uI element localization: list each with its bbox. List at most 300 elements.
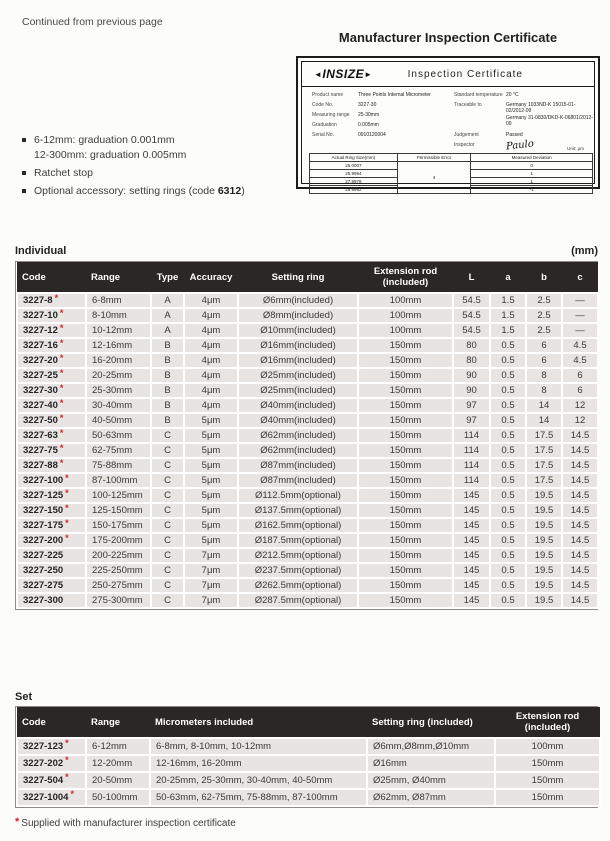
field-code-no: Code No. 3227-30 (312, 102, 377, 108)
l-cell: 145 (453, 518, 490, 533)
table-row (17, 383, 598, 398)
certificate-star: * (59, 413, 64, 423)
b-cell: 6 (526, 353, 562, 368)
micrometers-cell: 50-63mm, 62-75mm, 75-88mm, 87-100mm (150, 789, 367, 806)
certificate-star: * (59, 428, 64, 438)
range-cell: 275-300mm (86, 593, 151, 608)
extension-rod-cell: 150mm (358, 368, 453, 383)
code-cell: 3227-100 * (17, 473, 86, 488)
setting-ring-cell: Ø62mm, Ø87mm (367, 789, 495, 806)
inspector-signature: Paulo (505, 138, 535, 153)
range-cell: 250-275mm (86, 578, 151, 593)
setting-ring-cell: Ø16mm(included) (238, 338, 358, 353)
set-section-label: Set (15, 691, 33, 703)
col-header-code: Code (17, 707, 86, 738)
certificate-star: * (70, 789, 74, 799)
setting-ring-cell: Ø6mm,Ø8mm,Ø10mm (367, 738, 495, 755)
b-cell: 17.5 (526, 458, 562, 473)
table-row (17, 488, 598, 503)
col-header-c: c (562, 262, 598, 293)
accuracy-cell: 4μm (184, 368, 238, 383)
type-cell: B (151, 383, 184, 398)
setting-ring-cell: Ø16mm(included) (238, 353, 358, 368)
l-cell: 145 (453, 533, 490, 548)
l-cell: 80 (453, 338, 490, 353)
bullet-square-icon (22, 171, 26, 175)
inspection-certificate (296, 56, 600, 192)
setting-ring-cell: Ø8mm(included) (238, 308, 358, 323)
c-cell: 4.5 (562, 338, 598, 353)
accuracy-cell: 7μm (184, 578, 238, 593)
b-cell: 8 (526, 383, 562, 398)
type-cell: C (151, 533, 184, 548)
code-cell: 3227-250 (17, 563, 86, 578)
certificate-star: * (65, 755, 69, 765)
code-cell: 3227-20 * (17, 353, 86, 368)
b-cell: 17.5 (526, 428, 562, 443)
certificate-star: * (59, 383, 64, 393)
c-cell: 14.5 (562, 503, 598, 518)
extension-rod-cell: 100mm (495, 738, 600, 755)
col-header-L: L (453, 262, 490, 293)
type-cell: B (151, 353, 184, 368)
code-cell: 3227-150 * (17, 503, 86, 518)
c-cell: 14.5 (562, 428, 598, 443)
certificate-star: * (59, 323, 64, 333)
setting-ring-cell: Ø237.5mm(optional) (238, 563, 358, 578)
b-cell: 2.5 (526, 308, 562, 323)
type-cell: C (151, 503, 184, 518)
extension-rod-cell: 150mm (358, 398, 453, 413)
extension-rod-cell: 150mm (358, 503, 453, 518)
table-row (17, 368, 598, 383)
certificate-inner-frame (301, 61, 595, 192)
setting-ring-cell: Ø87mm(included) (238, 473, 358, 488)
table-row (17, 443, 598, 458)
certificate-measurement-table (309, 153, 593, 194)
insize-logo: ◄INSIZE► (314, 67, 373, 81)
l-cell: 97 (453, 398, 490, 413)
setting-ring-cell: Ø112.5mm(optional) (238, 488, 358, 503)
b-cell: 19.5 (526, 593, 562, 608)
extension-rod-cell: 150mm (358, 548, 453, 563)
accuracy-cell: 4μm (184, 383, 238, 398)
col-header-code: Code (17, 262, 86, 293)
setting-ring-cell: Ø25mm, Ø40mm (367, 772, 495, 789)
type-cell: C (151, 518, 184, 533)
deviation-cell: 0 (471, 162, 593, 170)
col-header-type: Type (151, 262, 184, 293)
setting-ring-cell: Ø40mm(included) (238, 413, 358, 428)
a-cell: 0.5 (490, 503, 526, 518)
extension-rod-cell: 150mm (358, 473, 453, 488)
header-row (17, 262, 598, 293)
a-cell: 0.5 (490, 533, 526, 548)
code-cell: 3227-504 * (17, 772, 86, 789)
extension-rod-cell: 150mm (495, 789, 600, 806)
code-cell: 3227-75 * (17, 443, 86, 458)
range-cell: 150-175mm (86, 518, 151, 533)
type-cell: C (151, 578, 184, 593)
setting-ring-cell: Ø40mm(included) (238, 398, 358, 413)
extension-rod-cell: 150mm (358, 338, 453, 353)
range-cell: 50-63mm (86, 428, 151, 443)
l-cell: 90 (453, 383, 490, 398)
a-cell: 0.5 (490, 473, 526, 488)
certificate-star: * (59, 353, 64, 363)
certificate-star: * (65, 533, 69, 543)
field-inspector: Inspector Paulo (454, 138, 535, 153)
extension-rod-cell: 150mm (358, 458, 453, 473)
certificate-footnote: * Supplied with manufacturer inspection certificate (15, 816, 236, 829)
l-cell: 145 (453, 563, 490, 578)
c-cell: 12 (562, 413, 598, 428)
l-cell: 145 (453, 548, 490, 563)
certificate-star: * (65, 518, 69, 528)
extension-rod-cell: 150mm (495, 772, 600, 789)
b-cell: 19.5 (526, 578, 562, 593)
col-header-extension-rod: Extension rod (included) (495, 707, 600, 738)
col-header-a: a (490, 262, 526, 293)
table-row (17, 578, 598, 593)
certificate-unit-label: Unit: μm (567, 146, 584, 151)
code-cell: 3227-25 * (17, 368, 86, 383)
certificate-star: * (65, 772, 69, 782)
range-cell: 62-75mm (86, 443, 151, 458)
accuracy-cell: 4μm (184, 323, 238, 338)
ring-size-cell: 25.9994 (310, 170, 398, 178)
table-row (17, 473, 598, 488)
feature-list (22, 133, 245, 202)
code-cell: 3227-202 * (17, 755, 86, 772)
extension-rod-cell: 150mm (358, 413, 453, 428)
c-cell: 14.5 (562, 488, 598, 503)
field-measuring-range: Measuring range 25-30mm (312, 112, 380, 118)
certificate-fields-left (312, 92, 442, 142)
b-cell: 19.5 (526, 503, 562, 518)
a-cell: 0.5 (490, 383, 526, 398)
certificate-star: * (65, 738, 69, 748)
ring-size-cell: 29.9992 (310, 186, 398, 194)
extension-rod-cell: 100mm (358, 323, 453, 338)
type-cell: B (151, 368, 184, 383)
type-cell: B (151, 338, 184, 353)
a-cell: 0.5 (490, 443, 526, 458)
l-cell: 114 (453, 443, 490, 458)
b-cell: 8 (526, 368, 562, 383)
code-cell: 3227-10 * (17, 308, 86, 323)
individual-section-label: Individual (15, 245, 67, 257)
range-cell: 30-40mm (86, 398, 151, 413)
extension-rod-cell: 100mm (358, 308, 453, 323)
type-cell: C (151, 488, 184, 503)
table-row (17, 533, 598, 548)
field-graduation: Graduation 0.005mm (312, 122, 379, 128)
accuracy-cell: 7μm (184, 563, 238, 578)
certificate-star: * (59, 458, 64, 468)
a-cell: 0.5 (490, 353, 526, 368)
code-cell: 3227-300 (17, 593, 86, 608)
b-cell: 19.5 (526, 563, 562, 578)
table-row (17, 428, 598, 443)
accuracy-cell: 5μm (184, 518, 238, 533)
c-cell: — (562, 323, 598, 338)
setting-ring-cell: Ø262.5mm(optional) (238, 578, 358, 593)
b-cell: 14 (526, 398, 562, 413)
c-cell: 14.5 (562, 458, 598, 473)
code-cell: 3227-200 * (17, 533, 86, 548)
range-cell: 225-250mm (86, 563, 151, 578)
extension-rod-cell: 150mm (358, 443, 453, 458)
type-cell: C (151, 593, 184, 608)
table-row (17, 293, 598, 308)
code-cell: 3227-225 (17, 548, 86, 563)
setting-ring-cell: Ø87mm(included) (238, 458, 358, 473)
table-row (17, 755, 600, 772)
a-cell: 0.5 (490, 518, 526, 533)
b-cell: 19.5 (526, 533, 562, 548)
feature-text: 12-300mm: graduation 0.005mm (34, 149, 187, 161)
type-cell: C (151, 548, 184, 563)
table-row (17, 772, 600, 789)
l-cell: 145 (453, 503, 490, 518)
table-row (17, 738, 600, 755)
range-cell: 20-25mm (86, 368, 151, 383)
permissible-error-cell: 4 (397, 162, 471, 194)
a-cell: 0.5 (490, 593, 526, 608)
table-row (17, 789, 600, 806)
a-cell: 0.5 (490, 413, 526, 428)
a-cell: 1.5 (490, 323, 526, 338)
c-cell: 6 (562, 383, 598, 398)
code-cell: 3227-123 * (17, 738, 86, 755)
setting-ring-cell: Ø137.5mm(optional) (238, 503, 358, 518)
table-row (17, 563, 598, 578)
b-cell: 19.5 (526, 548, 562, 563)
l-cell: 97 (453, 413, 490, 428)
code-cell: 3227-12 * (17, 323, 86, 338)
certificate-header (302, 62, 594, 87)
b-cell: 2.5 (526, 293, 562, 308)
certificate-star: * (59, 368, 64, 378)
type-cell: C (151, 473, 184, 488)
a-cell: 0.5 (490, 578, 526, 593)
field-traceable-to: Traceable to Germany 1033ND-K 15015-01-02/2012-09 Germany 31-0830/DKD-K-06801/2012-09 (454, 102, 593, 127)
range-cell: 20-50mm (86, 772, 150, 789)
table-row (17, 413, 598, 428)
range-cell: 25-30mm (86, 383, 151, 398)
type-cell: C (151, 428, 184, 443)
a-cell: 0.5 (490, 398, 526, 413)
c-cell: 14.5 (562, 563, 598, 578)
col-header-range: Range (86, 707, 150, 738)
code-cell: 3227-88 * (17, 458, 86, 473)
deviation-cell: 1 (471, 178, 593, 186)
certificate-star: * (54, 293, 59, 303)
range-cell: 10-12mm (86, 323, 151, 338)
a-cell: 0.5 (490, 563, 526, 578)
c-cell: 4.5 (562, 353, 598, 368)
type-cell: C (151, 443, 184, 458)
range-cell: 6-12mm (86, 738, 150, 755)
certificate-title: Inspection Certificate (407, 69, 524, 80)
feature-item-ratchet (22, 166, 245, 181)
table-row (17, 503, 598, 518)
c-cell: — (562, 293, 598, 308)
setting-ring-cell: Ø287.5mm(optional) (238, 593, 358, 608)
b-cell: 17.5 (526, 473, 562, 488)
certificate-star: * (65, 503, 69, 513)
range-cell: 40-50mm (86, 413, 151, 428)
table-row (17, 458, 598, 473)
l-cell: 145 (453, 488, 490, 503)
feature-item-optional (22, 184, 245, 199)
accuracy-cell: 4μm (184, 293, 238, 308)
accuracy-cell: 4μm (184, 353, 238, 368)
type-cell: A (151, 308, 184, 323)
range-cell: 50-100mm (86, 789, 150, 806)
b-cell: 19.5 (526, 488, 562, 503)
code-cell: 3227-40 * (17, 398, 86, 413)
type-cell: C (151, 458, 184, 473)
code-cell: 3227-125 * (17, 488, 86, 503)
a-cell: 0.5 (490, 458, 526, 473)
type-cell: A (151, 323, 184, 338)
bullet-square-icon (22, 138, 26, 142)
accuracy-cell: 5μm (184, 458, 238, 473)
set-table-wrap (15, 706, 598, 808)
code-cell: 3227-16 * (17, 338, 86, 353)
table-row (17, 353, 598, 368)
l-cell: 80 (453, 353, 490, 368)
type-cell: A (151, 293, 184, 308)
cert-col-permissible-error: Permissible Error (397, 154, 471, 162)
b-cell: 14 (526, 413, 562, 428)
certificate-star: * (65, 488, 69, 498)
feature-text: Ratchet stop (34, 167, 93, 179)
l-cell: 54.5 (453, 323, 490, 338)
range-cell: 16-20mm (86, 353, 151, 368)
continued-note: Continued from previous page (22, 16, 163, 28)
col-header-accuracy: Accuracy (184, 262, 238, 293)
accuracy-cell: 5μm (184, 473, 238, 488)
extension-rod-cell: 150mm (358, 488, 453, 503)
field-judgement: Judgement Passed (454, 132, 523, 138)
extension-rod-cell: 150mm (358, 533, 453, 548)
certificate-star: * (59, 443, 64, 453)
logo-right-arrow-icon: ► (364, 70, 373, 79)
micrometers-cell: 6-8mm, 8-10mm, 10-12mm (150, 738, 367, 755)
extension-rod-cell: 150mm (358, 518, 453, 533)
setting-ring-cell: Ø25mm(included) (238, 383, 358, 398)
field-serial-no: Serial No. 0910120004 (312, 132, 386, 138)
col-header-extension-rod: Extension rod (included) (358, 262, 453, 293)
code-cell: 3227-175 * (17, 518, 86, 533)
a-cell: 1.5 (490, 308, 526, 323)
type-cell: C (151, 563, 184, 578)
col-header-micrometers: Micrometers included (150, 707, 367, 738)
code-cell: 3227-63 * (17, 428, 86, 443)
c-cell: 14.5 (562, 518, 598, 533)
type-cell: B (151, 398, 184, 413)
code-cell: 3227-8 * (17, 293, 86, 308)
accuracy-cell: 7μm (184, 548, 238, 563)
certificate-star: * (15, 816, 20, 828)
extension-rod-cell: 150mm (358, 578, 453, 593)
micrometers-cell: 12-16mm, 16-20mm (150, 755, 367, 772)
feature-item-graduation (22, 133, 245, 163)
setting-ring-cell: Ø162.5mm(optional) (238, 518, 358, 533)
code-cell: 3227-30 * (17, 383, 86, 398)
extension-rod-cell: 150mm (358, 428, 453, 443)
code-cell: 3227-1004 * (17, 789, 86, 806)
table-row (310, 162, 593, 170)
individual-table-wrap (15, 261, 598, 610)
setting-ring-cell: Ø16mm (367, 755, 495, 772)
accuracy-cell: 4μm (184, 398, 238, 413)
code-cell: 3227-275 (17, 578, 86, 593)
extension-rod-cell: 150mm (358, 383, 453, 398)
accuracy-cell: 5μm (184, 533, 238, 548)
set-table (16, 707, 601, 807)
c-cell: 6 (562, 368, 598, 383)
range-cell: 87-100mm (86, 473, 151, 488)
table-row (17, 593, 598, 608)
accuracy-cell: 5μm (184, 413, 238, 428)
ring-size-cell: 27.9978 (310, 178, 398, 186)
col-header-setting-ring: Setting ring (included) (367, 707, 495, 738)
extension-rod-cell: 150mm (495, 755, 600, 772)
range-cell: 125-150mm (86, 503, 151, 518)
certificate-star: * (59, 308, 64, 318)
accuracy-cell: 5μm (184, 443, 238, 458)
a-cell: 0.5 (490, 488, 526, 503)
c-cell: 12 (562, 398, 598, 413)
accuracy-cell: 4μm (184, 308, 238, 323)
accuracy-cell: 7μm (184, 593, 238, 608)
certificate-star: * (65, 473, 69, 483)
c-cell: — (562, 308, 598, 323)
type-cell: B (151, 413, 184, 428)
l-cell: 90 (453, 368, 490, 383)
accuracy-cell: 4μm (184, 338, 238, 353)
col-header-setting-ring: Setting ring (238, 262, 358, 293)
certificate-star: * (59, 338, 64, 348)
l-cell: 145 (453, 593, 490, 608)
mm-unit-label: (mm) (571, 245, 598, 257)
setting-ring-cell: Ø25mm(included) (238, 368, 358, 383)
extension-rod-cell: 150mm (358, 563, 453, 578)
a-cell: 0.5 (490, 428, 526, 443)
l-cell: 114 (453, 458, 490, 473)
certificate-heading: Manufacturer Inspection Certificate (338, 30, 558, 45)
extension-rod-cell: 100mm (358, 293, 453, 308)
field-standard-temperature: Standard temperature 20 °C (454, 92, 519, 98)
ring-size-cell: 25.0007 (310, 162, 398, 170)
individual-table (16, 262, 599, 609)
bullet-square-icon (22, 189, 26, 193)
setting-ring-cell: Ø187.5mm(optional) (238, 533, 358, 548)
c-cell: 14.5 (562, 548, 598, 563)
b-cell: 19.5 (526, 518, 562, 533)
a-cell: 0.5 (490, 338, 526, 353)
feature-text: 6-12mm: graduation 0.001mm (34, 134, 175, 146)
range-cell: 8-10mm (86, 308, 151, 323)
c-cell: 14.5 (562, 593, 598, 608)
b-cell: 2.5 (526, 323, 562, 338)
a-cell: 1.5 (490, 293, 526, 308)
code-cell: 3227-50 * (17, 413, 86, 428)
